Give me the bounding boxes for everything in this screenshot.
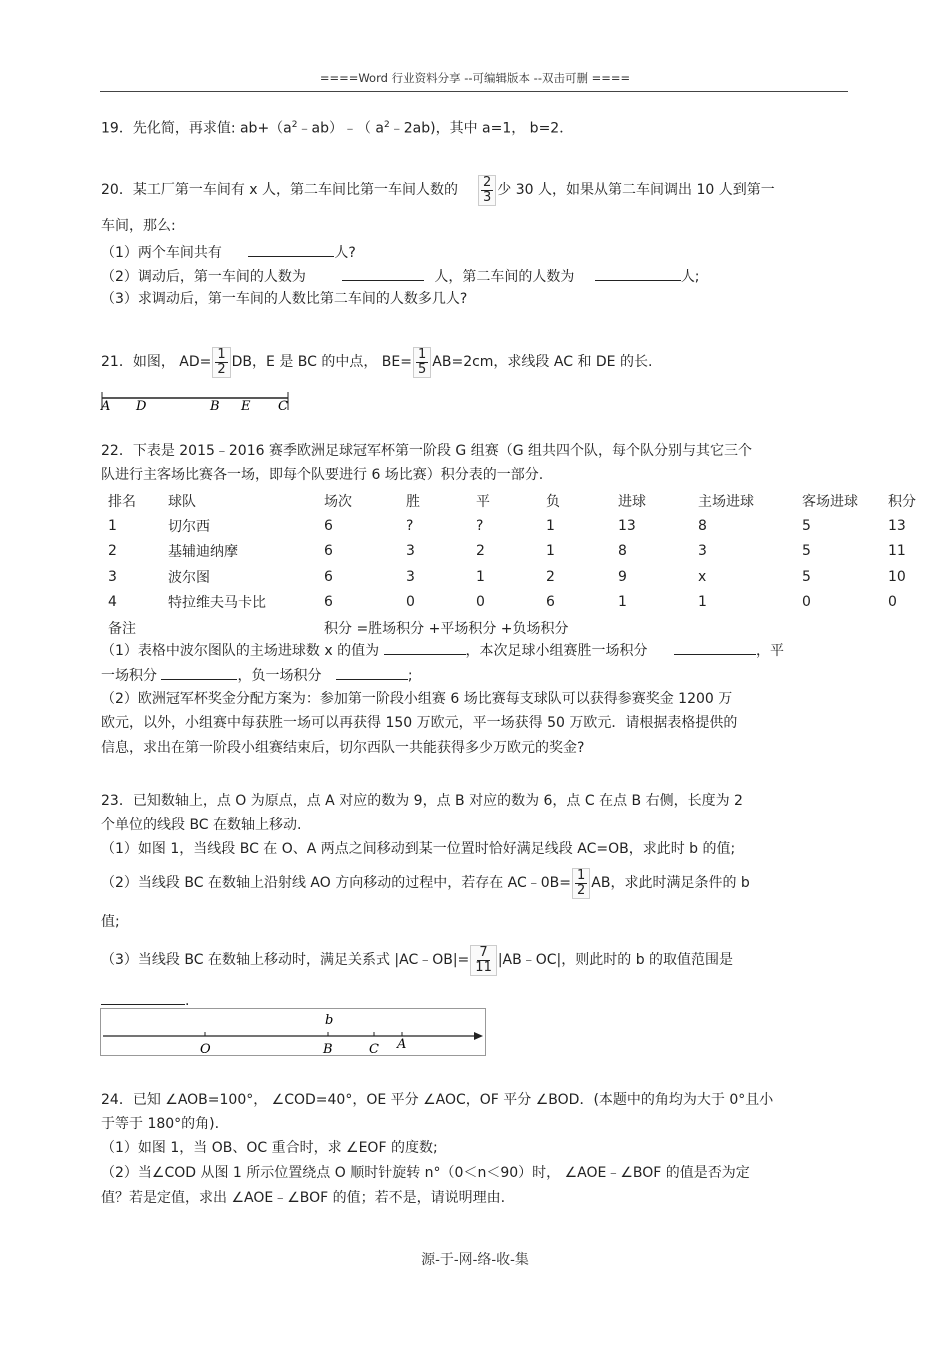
q23-p2-fraction bbox=[572, 868, 590, 899]
q20-p2-blank-1 bbox=[342, 266, 424, 281]
table-cell: 6 bbox=[324, 594, 333, 611]
q20-p2-text-a: （2）调动后，第一车间的人数为 bbox=[101, 269, 311, 285]
q20-text-a: 20．某工厂第一车间有 x 人，第二车间比第一车间人数的 bbox=[101, 182, 458, 198]
q23-p3-fraction bbox=[470, 945, 497, 976]
q23-p2-frac-den: 2 bbox=[577, 882, 586, 898]
q20-frac-den: 3 bbox=[483, 189, 492, 205]
q23-part-2 bbox=[101, 862, 750, 904]
table-note-label: 备注 bbox=[108, 620, 136, 637]
q20-p2-text-c: 人; bbox=[680, 269, 700, 285]
q23-figure-border bbox=[101, 1009, 486, 1056]
table-cell: 2 bbox=[108, 543, 117, 560]
table-header-cell: 胜 bbox=[406, 493, 420, 510]
table-header-cell: 球队 bbox=[168, 493, 196, 510]
q22-p1-text-b: ，本次足球小组赛胜一场积分 bbox=[465, 643, 652, 659]
q22-part-2-line-1: （2）欧洲冠军杯奖金分配方案为：参加第一阶段小组赛 6 场比赛每支球队可以获得参赛奖金 1200 万 bbox=[101, 691, 733, 707]
q21-label-a: A bbox=[101, 399, 111, 414]
q23-number-line-figure bbox=[100, 1008, 488, 1058]
q23-p2-text-b: AB，求此时满足条件的 b bbox=[591, 875, 750, 891]
q21-label-d: D bbox=[136, 399, 147, 414]
q23-p3-blank bbox=[101, 990, 185, 1005]
table-cell: 基辅迪纳摩 bbox=[168, 544, 238, 561]
table-cell: 6 bbox=[324, 518, 333, 535]
table-cell: 13 bbox=[888, 518, 906, 535]
table-cell: x bbox=[698, 568, 707, 585]
q23-p3-frac-den: 11 bbox=[475, 959, 492, 975]
q23-p3-text-b: |AB﹣OC|，则此时的 b 的取值范围是 bbox=[497, 952, 734, 968]
table-header-cell: 排名 bbox=[108, 493, 136, 510]
q22-p1-blank-2 bbox=[674, 640, 756, 655]
q19-sup-2: 2 bbox=[384, 120, 390, 130]
q23-part-1: （1）如图 1，当线段 BC 在 O、A 两点之间移动到某一位置时恰好满足线段 AC=OB，求此时 b 的值; bbox=[101, 841, 736, 857]
q22-p1-blank-3 bbox=[161, 665, 237, 680]
table-cell: 8 bbox=[618, 543, 627, 560]
q21-text-a: 21．如图， AD= bbox=[101, 354, 212, 370]
page-footer: 源-于-网-络-收-集 bbox=[421, 1252, 529, 1268]
q22-p1-text-a: （1）表格中波尔图队的主场进球数 x 的值为 bbox=[101, 643, 384, 659]
table-row bbox=[108, 539, 928, 564]
table-row bbox=[108, 513, 928, 538]
table-cell: 2 bbox=[476, 543, 485, 560]
table-cell: 6 bbox=[546, 594, 555, 611]
question-20-line-1 bbox=[101, 172, 775, 208]
question-19 bbox=[101, 116, 573, 138]
q24-part-2-line-1: （2）当∠COD 从图 1 所示位置绕点 O 顺时针旋转 n°（0＜n＜90）时， ∠AOE﹣∠BOF 的值是否为定 bbox=[101, 1165, 750, 1181]
q20-part-2 bbox=[101, 266, 700, 286]
table-cell: 1 bbox=[698, 594, 707, 611]
table-cell: 1 bbox=[618, 594, 627, 611]
q22-p1-blank-1 bbox=[384, 640, 466, 655]
table-cell: 1 bbox=[476, 568, 485, 585]
q24-line-2: 于等于 180°的角). bbox=[101, 1116, 220, 1132]
header-rule bbox=[100, 91, 848, 92]
q22-part-1-line-1 bbox=[101, 640, 784, 660]
q23-line-2: 个单位的线段 BC 在数轴上移动. bbox=[101, 817, 302, 833]
q20-line-2: 车间，那么: bbox=[101, 218, 176, 234]
q21-frac1-den: 2 bbox=[217, 361, 226, 377]
q20-p1-text-a: （1）两个车间共有 bbox=[101, 245, 227, 261]
table-cell: 4 bbox=[108, 594, 117, 611]
table-header-cell: 场次 bbox=[324, 493, 352, 510]
q21-text-b: DB，E 是 BC 的中点， BE= bbox=[231, 354, 412, 370]
q22-p1-text-e: ，负一场积分 bbox=[237, 668, 326, 684]
q20-part-1 bbox=[101, 242, 356, 262]
table-cell: 波尔图 bbox=[168, 569, 210, 586]
q23-label-o: O bbox=[200, 1042, 211, 1057]
table-note-row bbox=[108, 615, 928, 640]
q23-label-a: A bbox=[397, 1037, 407, 1052]
q20-part-3: （3）求调动后，第一车间的人数比第二车间的人数多几人? bbox=[101, 291, 468, 307]
q23-part-3-cont bbox=[101, 990, 189, 1010]
q23-part-2-cont: 值; bbox=[101, 914, 120, 930]
q22-p1-text-d: 一场积分 bbox=[101, 668, 162, 684]
q24-part-1: （1）如图 1，当 OB、OC 重合时，求 ∠EOF 的度数; bbox=[101, 1140, 438, 1156]
table-cell: 切尔西 bbox=[168, 519, 210, 536]
table-header-cell: 积分 bbox=[888, 493, 916, 510]
q21-frac1-num: 1 bbox=[217, 346, 226, 362]
q24-line-1: 24．已知 ∠AOB=100°， ∠COD=40°，OE 平分 ∠AOC，OF 平分 ∠BOD．(本题中的角均为大于 0°且小 bbox=[101, 1092, 774, 1108]
table-header-cell: 主场进球 bbox=[698, 493, 754, 510]
q23-p2-text-a: （2）当线段 BC 在数轴上沿射线 AO 方向移动的过程中，若存在 AC﹣0B= bbox=[101, 875, 571, 891]
q19-sup-1: 2 bbox=[291, 120, 298, 130]
q19-text-b: ﹣ab）﹣（ a bbox=[297, 120, 384, 137]
table-cell: 0 bbox=[406, 594, 415, 611]
page-header: ====Word 行业资料分享 --可编辑版本 --双击可删 ==== bbox=[319, 71, 631, 85]
q22-line-2: 队进行主客场比赛各一场，即每个队要进行 6 场比赛）积分表的一部分. bbox=[101, 467, 544, 483]
q23-label-b: B bbox=[323, 1042, 333, 1057]
table-cell: 2 bbox=[546, 568, 555, 585]
table-cell: ? bbox=[476, 518, 484, 535]
table-cell: 5 bbox=[802, 518, 811, 535]
q21-text-c: AB=2cm，求线段 AC 和 DE 的长. bbox=[432, 354, 653, 370]
table-header-cell: 客场进球 bbox=[802, 493, 858, 510]
table-row bbox=[108, 564, 928, 589]
q23-p3-frac-num: 7 bbox=[479, 944, 488, 960]
q21-segment-figure bbox=[100, 388, 292, 414]
score-table bbox=[108, 488, 928, 640]
table-cell: 6 bbox=[324, 568, 333, 585]
q23-p3-text-a: （3）当线段 BC 在数轴上移动时，满足关系式 |AC﹣OB|= bbox=[101, 952, 470, 968]
table-cell: 10 bbox=[888, 568, 906, 585]
q23-label-c: C bbox=[369, 1042, 379, 1057]
q23-line-1: 23．已知数轴上，点 O 为原点，点 A 对应的数为 9，点 B 对应的数为 6，点 C 在点 B 右侧，长度为 2 bbox=[101, 793, 743, 809]
q19-text-a: 19．先化简，再求值: ab+（a bbox=[101, 120, 292, 137]
table-header-row bbox=[108, 488, 928, 513]
q22-part-2-line-3: 信息，求出在第一阶段小组赛结束后，切尔西队一共能获得多少万欧元的奖金? bbox=[101, 740, 585, 756]
q23-part-3 bbox=[101, 938, 733, 982]
q21-label-c: C bbox=[278, 399, 288, 414]
q21-fraction-1 bbox=[212, 347, 230, 378]
q21-frac2-den: 5 bbox=[418, 361, 427, 377]
q22-part-2-line-2: 欧元，以外，小组赛中每获胜一场可以再获得 150 万欧元，平一场获得 50 万欧元．请根据表格提供的 bbox=[101, 715, 738, 731]
q21-frac2-num: 1 bbox=[418, 346, 427, 362]
q20-frac-num: 2 bbox=[483, 174, 492, 190]
table-cell: 特拉维夫马卡比 bbox=[168, 595, 266, 612]
q23-label-b-lower: b bbox=[325, 1013, 334, 1028]
q20-text-b: 少 30 人，如果从第二车间调出 10 人到第一 bbox=[497, 182, 775, 198]
table-note-text: 积分 =胜场积分 +平场积分 +负场积分 bbox=[324, 620, 569, 637]
q22-part-1-line-2 bbox=[101, 665, 413, 685]
q21-fraction-2 bbox=[413, 347, 431, 378]
q23-p3-text-c: . bbox=[185, 993, 190, 1009]
table-cell: 3 bbox=[108, 568, 117, 585]
table-cell: 1 bbox=[546, 518, 555, 535]
number-line-arrow bbox=[474, 1032, 483, 1040]
table-cell: 3 bbox=[406, 543, 415, 560]
table-cell: 0 bbox=[888, 594, 897, 611]
q19-text-c: ﹣2ab)，其中 a=1， b=2． bbox=[389, 120, 574, 137]
table-row bbox=[108, 590, 928, 615]
table-cell: 1 bbox=[546, 543, 555, 560]
q20-p1-text-b: 人? bbox=[334, 245, 356, 261]
question-21 bbox=[101, 342, 652, 382]
table-cell: 11 bbox=[888, 543, 906, 560]
q24-part-2-line-2: 值？若是定值，求出 ∠AOE﹣∠BOF 的值；若不是，请说明理由. bbox=[101, 1190, 506, 1206]
table-cell: 1 bbox=[108, 518, 117, 535]
q20-fraction bbox=[478, 175, 496, 206]
table-cell: 5 bbox=[802, 543, 811, 560]
q22-p1-blank-4 bbox=[336, 665, 408, 680]
table-cell: 6 bbox=[324, 543, 333, 560]
table-header-cell: 进球 bbox=[618, 493, 646, 510]
table-cell: 3 bbox=[698, 543, 707, 560]
q22-p1-text-f: ; bbox=[407, 668, 413, 684]
table-cell: ? bbox=[406, 518, 414, 535]
table-cell: 3 bbox=[406, 568, 415, 585]
q23-p2-frac-num: 1 bbox=[577, 867, 586, 883]
q21-label-b: B bbox=[210, 399, 220, 414]
table-cell: 13 bbox=[618, 518, 636, 535]
q20-p2-blank-2 bbox=[595, 266, 681, 281]
q20-p2-text-b: 人，第二车间的人数为 bbox=[434, 269, 579, 285]
table-header-cell: 负 bbox=[546, 493, 560, 510]
q21-label-e: E bbox=[241, 399, 251, 414]
q22-line-1: 22．下表是 2015﹣2016 赛季欧洲足球冠军杯第一阶段 G 组赛（G 组共四个队，每个队分别与其它三个 bbox=[101, 443, 753, 459]
table-cell: 5 bbox=[802, 568, 811, 585]
table-cell: 9 bbox=[618, 568, 627, 585]
table-cell: 0 bbox=[476, 594, 485, 611]
q20-p1-blank bbox=[248, 242, 334, 257]
table-cell: 8 bbox=[698, 518, 707, 535]
table-cell: 0 bbox=[802, 594, 811, 611]
q22-p1-text-c: ，平 bbox=[756, 643, 784, 659]
table-header-cell: 平 bbox=[476, 493, 490, 510]
